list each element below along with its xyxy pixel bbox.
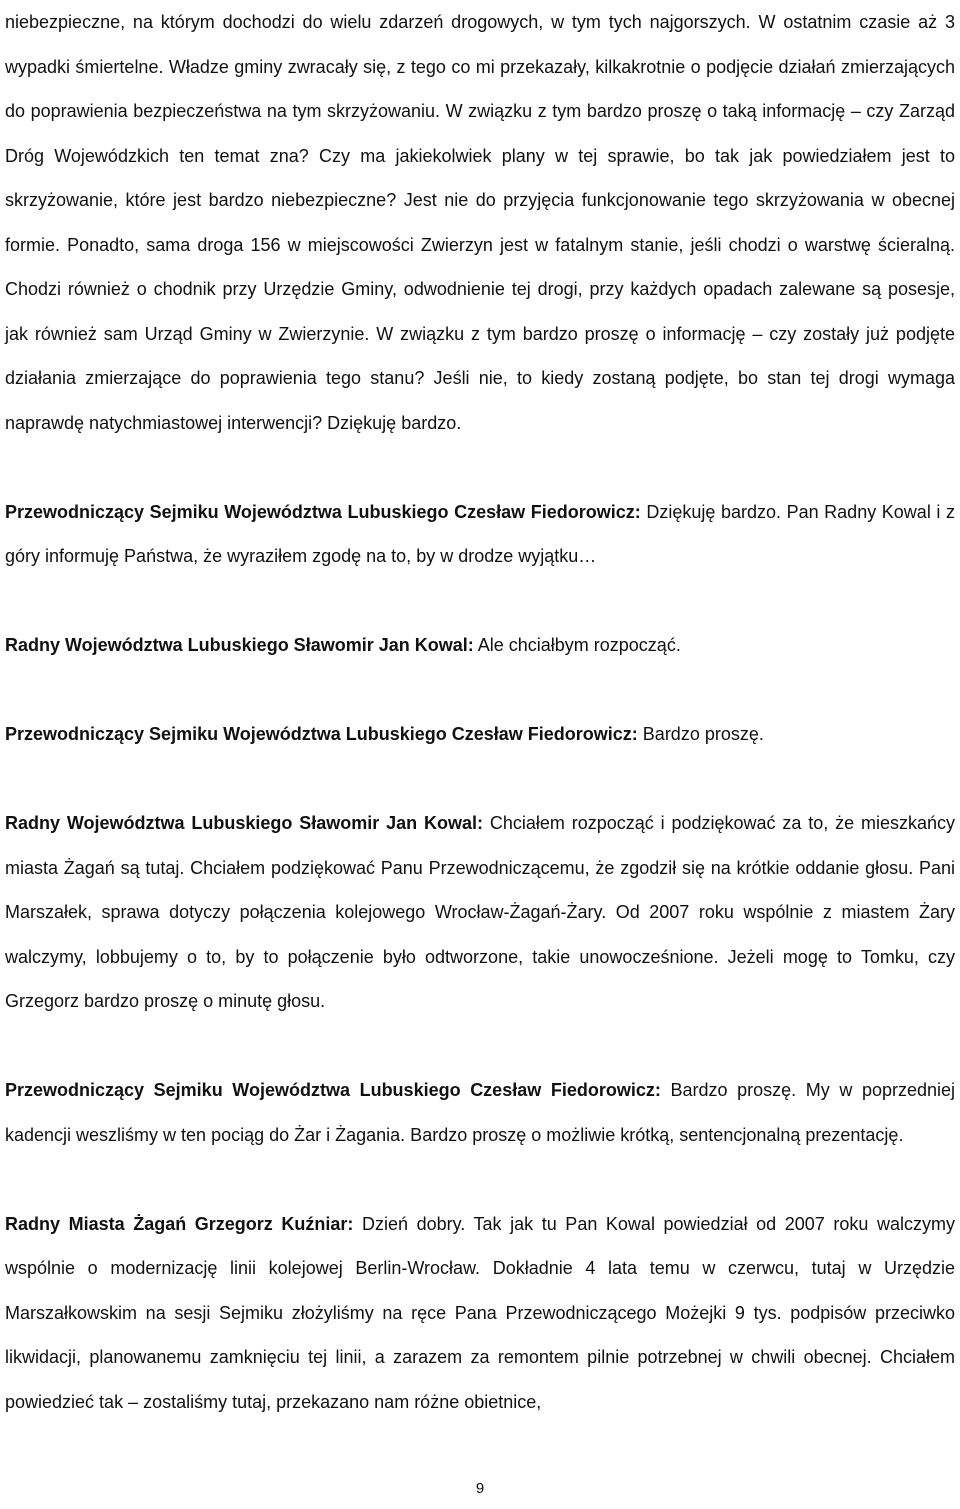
statement-text: Dzień dobry. Tak jak tu Pan Kowal powiedział od 2007 roku walczymy wspólnie o modernizację linii kolejowej Berlin-Wrocław. Dokładnie 4 lata temu w czerwcu, tutaj w Urzędzie Marszałkowskim na sesji Sejmiku złożyliśmy na ręce Pana Przewodniczącego Możejki 9 tys. podpisów przeciwko likwidacji, planowanemu zamknięciu tej linii, a zarazem za remontem pilnie potrzebnej w chwili obecnej. Chciałem powiedzieć tak – zostaliśmy tutaj, przekazano nam różne obietnice,	[5, 1213, 955, 1412]
speaker-name: Radny Województwa Lubuskiego Sławomir Jan Kowal:	[5, 813, 483, 833]
paragraph-gap	[5, 1157, 955, 1202]
speaker-name: Radny Miasta Żagań Grzegorz Kuźniar:	[5, 1213, 354, 1234]
statement-text: Bardzo proszę.	[637, 724, 764, 744]
statement-text: Bardzo proszę. My w poprzedniej kadencji weszliśmy w ten pociąg do Żar i Żagania. Bardzo proszę o możliwie krótką, sentencjonalną prezentację.	[5, 1080, 956, 1145]
paragraph-gap	[5, 668, 955, 713]
paragraph-gap	[5, 757, 955, 802]
paragraph-gap	[5, 1024, 955, 1069]
speaker-name: Przewodniczący Sejmiku Województwa Lubuskiego Czesław Fiedorowicz:	[5, 724, 638, 744]
paragraph-gap	[5, 579, 955, 624]
statement-text: Dziękuję bardzo. Pan Radny Kowal i z góry informuję Państwa, że wyraziłem zgodę na to, by w drodze wyjątku…	[5, 501, 955, 566]
statement-text: Chciałem rozpocząć i podziękować za to, że mieszkańcy miasta Żagań są tutaj. Chciałem podziękować Panu Przewodniczącemu, że zgodził się na krótkie oddanie głosu. Pani Marszałek, sprawa dotyczy połączenia kolejowego Wrocław-Żagań-Żary. Od 2007 roku wspólnie z miastem Żary walczymy, lobbujemy o to, by to połączenie było odtworzone, takie unowocześnione. Jeżeli mogę to Tomku, czy Grzegorz bardzo proszę o minutę głosu.	[5, 813, 955, 1011]
page-number: 9	[475, 1480, 485, 1497]
speaker-name: Przewodniczący Sejmiku Województwa Lubuskiego Czesław Fiedorowicz:	[5, 501, 641, 522]
document-page	[5, 0, 955, 1424]
statement-paragraph	[5, 623, 955, 668]
paragraph-gap	[5, 445, 955, 490]
speaker-name: Przewodniczący Sejmiku Województwa Lubuskiego Czesław Fiedorowicz:	[5, 1080, 661, 1100]
intro-paragraph: niebezpieczne, na którym dochodzi do wielu zdarzeń drogowych, w tym tych najgorszych. W ostatnim czasie aż 3 wypadki śmiertelne. Władze gminy zwracały się, z tego co mi przekazały, kilkakrotnie o podjęcie działań zmierzających do poprawienia bezpieczeństwa na tym skrzyżowaniu. W związku z tym bardzo proszę o taką informację – czy Zarząd Dróg Wojewódzkich ten temat zna? Czy ma jakiekolwiek plany w tej sprawie, bo tak jak powiedziałem jest to skrzyżowanie, które jest bardzo niebezpieczne? Jest nie do przyjęcia funkcjonowanie tego skrzyżowania w obecnej formie. Ponadto, sama droga 156 w miejscowości Zwierzyn jest w fatalnym stanie, jeśli chodzi o warstwę ścieralną. Chodzi również o chodnik przy Urzędzie Gminy, odwodnienie tej drogi, przy każdych opadach zalewane są posesje, jak również sam Urząd Gminy w Zwierzynie. W związku z tym bardzo proszę o informację – czy zostały już podjęte działania zmierzające do poprawienia tego stanu? Jeśli nie, to kiedy zostaną podjęte, bo stan tej drogi wymaga naprawdę natychmiastowej interwencji? Dziękuję bardzo.	[5, 12, 955, 433]
statement-paragraph	[5, 801, 955, 1024]
statement-text: Ale chciałbym rozpocząć.	[473, 635, 681, 655]
speaker-name: Radny Województwa Lubuskiego Sławomir Jan Kowal:	[5, 635, 474, 655]
statement-paragraph	[5, 1068, 955, 1157]
statement-paragraph	[5, 712, 955, 757]
statement-paragraph	[5, 490, 955, 579]
statement-paragraph	[5, 1202, 955, 1425]
